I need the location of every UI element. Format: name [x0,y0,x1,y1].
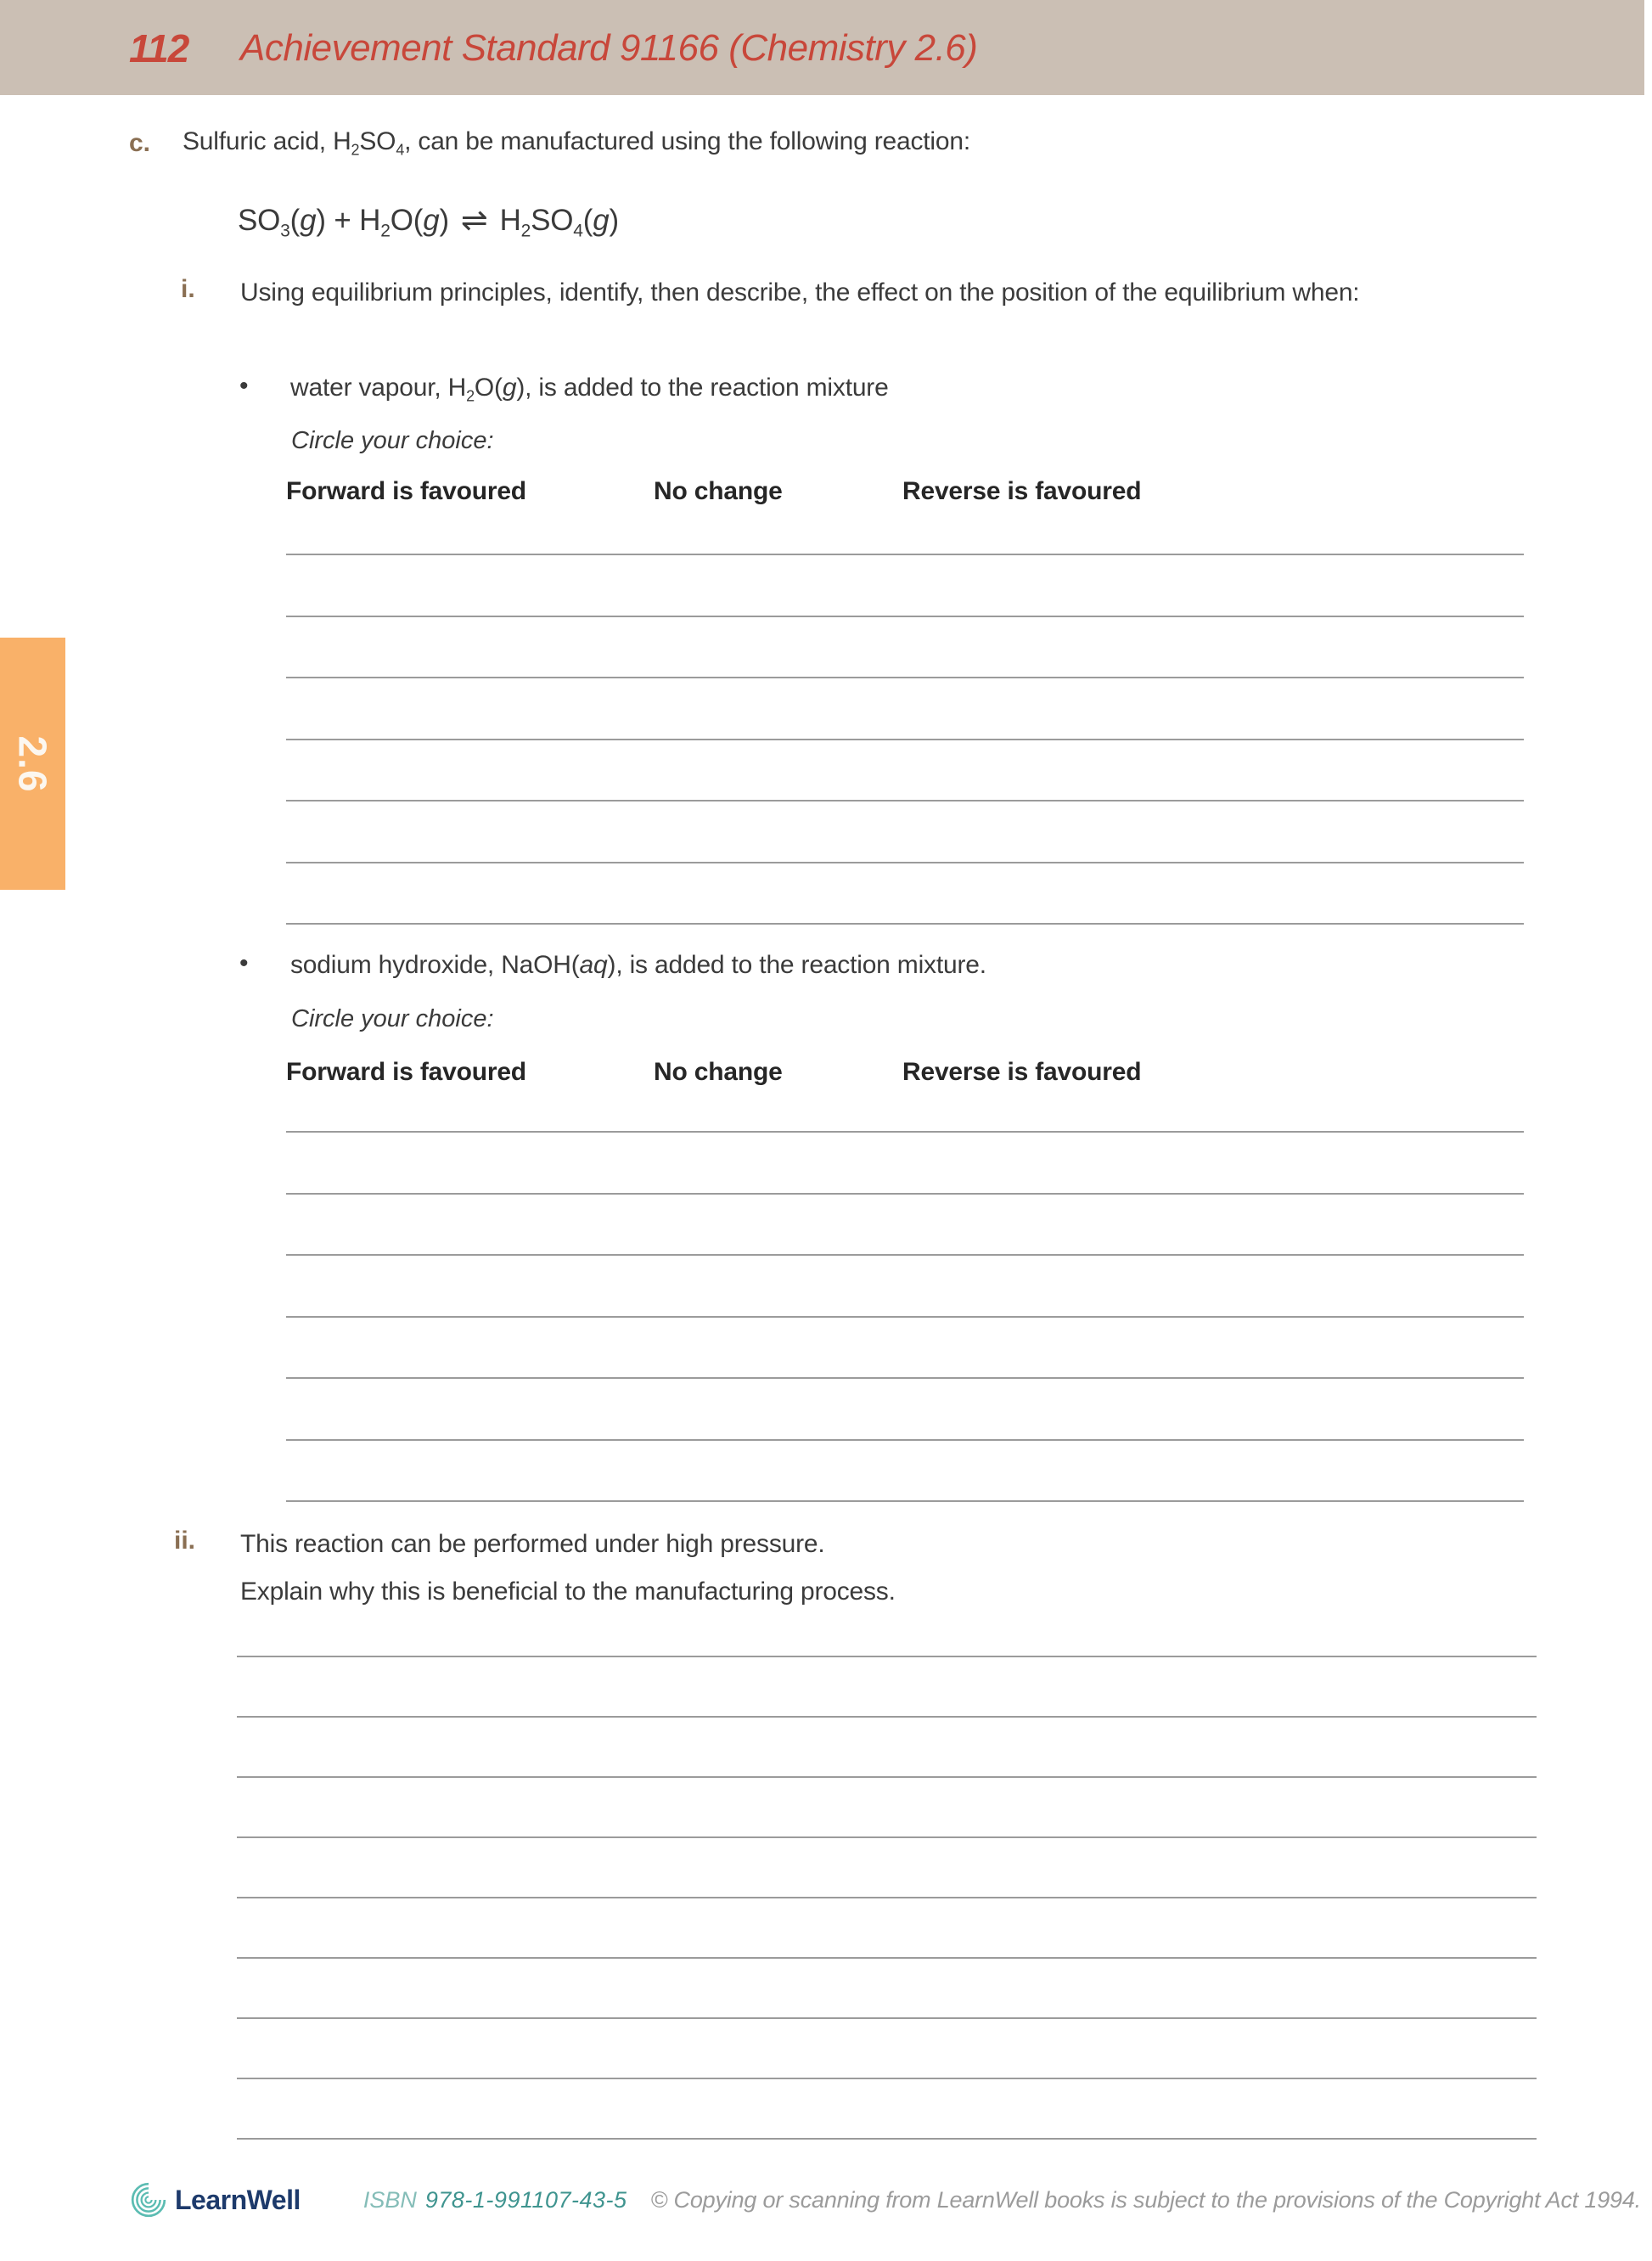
eq-sub: 4 [573,221,583,241]
choice-forward-favoured: Forward is favoured [286,1058,526,1086]
eq-state-gas: g [300,204,317,237]
bullet-text: water vapour, H [290,374,467,402]
page-title: Achievement Standard 91166 (Chemistry 2.6) [240,27,978,69]
eq-text: ) [439,204,449,237]
eq-text: ( [289,204,301,237]
circle-your-choice-label-2: Circle your choice: [291,1005,494,1032]
eq-sub: 2 [520,221,531,241]
question-c-marker: c. [129,129,151,157]
page-header [0,0,1644,95]
bullet-sodium-hydroxide [290,948,986,984]
answer-line [237,1656,1537,1716]
bullet-icon: • [239,949,249,977]
eq-sub: 3 [280,221,290,241]
intro-sub-4: 4 [396,141,405,159]
state-aqueous: aq [579,951,608,979]
answer-lines-water [286,554,1524,985]
eq-text: O( [390,204,424,237]
bullet-text: ), is added to the reaction mixture [516,374,889,402]
bullet-text: ), is added to the reaction mixture. [607,951,986,979]
choice-no-change: No change [654,477,783,505]
answer-line [286,554,1524,616]
bullet-icon: • [239,372,249,400]
eq-text: ( [582,204,593,237]
part-ii-statement: This reaction can be performed under high pressure. [240,1530,825,1558]
answer-lines-naoh [286,1131,1524,1562]
chapter-side-tab [0,638,65,890]
bullet-water-vapour [290,370,889,407]
answer-line [237,1776,1537,1836]
page-footer [129,2180,1641,2219]
answer-line [286,1316,1524,1378]
answer-line [237,1897,1537,1957]
intro-text: SO [359,127,396,155]
eq-text: H [499,204,521,237]
page-number: 112 [129,26,189,70]
part-ii-marker: ii. [174,1527,196,1555]
answer-line [237,1957,1537,2017]
answer-line [286,1131,1524,1193]
answer-line [286,1254,1524,1316]
answer-line [286,1377,1524,1439]
chapter-side-tab-label: 2.6 [10,735,55,792]
bullet-sub: 2 [466,387,475,405]
question-c-intro [183,124,970,160]
eq-text: ) [609,204,619,237]
eq-text: SO [531,204,574,237]
answer-line [237,2078,1537,2138]
choice-reverse-favoured: Reverse is favoured [902,1058,1142,1086]
answer-line [286,1193,1524,1255]
intro-text: , can be manufactured using the following reaction: [404,127,971,155]
answer-line [237,1716,1537,1776]
choice-reverse-favoured: Reverse is favoured [902,477,1142,505]
choice-no-change: No change [654,1058,783,1086]
copyright-notice: © Copying or scanning from LearnWell books is subject to the provisions of the Copyright Act 1994. [650,2186,1641,2213]
answer-lines-pressure [237,1656,1537,2198]
isbn-label: ISBN [362,2186,417,2213]
chemical-equation [238,200,619,239]
bullet-text: O( [474,374,503,402]
state-gas: g [502,374,517,402]
eq-text: ) + H [316,204,381,237]
part-i-prompt: Using equilibrium principles, identify, then describe, the effect on the position of the equilibrium when: [240,278,1360,307]
choice-row-naoh [0,1058,1652,1092]
answer-line [286,1439,1524,1501]
part-ii-instruction: Explain why this is beneficial to the manufacturing process. [240,1578,896,1606]
equilibrium-arrow: ⇌ [460,203,488,239]
intro-text: Sulfuric acid, H [183,127,351,155]
learnwell-spiral-icon [129,2180,168,2219]
answer-line [286,800,1524,862]
eq-sub: 2 [380,221,391,241]
answer-line [286,862,1524,924]
answer-line [286,616,1524,678]
choice-forward-favoured: Forward is favoured [286,477,526,505]
answer-line [237,2017,1537,2078]
choice-row-water [0,477,1652,511]
isbn-value: 978-1-991107-43-5 [424,2186,627,2213]
intro-sub-2: 2 [351,141,360,159]
answer-line [286,677,1524,739]
eq-state-gas: g [423,204,440,237]
bullet-text: sodium hydroxide, NaOH( [290,951,580,979]
part-i-marker: i. [181,275,195,303]
circle-your-choice-label-1: Circle your choice: [291,427,494,454]
eq-text: SO [238,204,281,237]
eq-state-gas: g [593,204,610,237]
answer-line [237,1836,1537,1897]
learnwell-brand-text: LearnWell [175,2184,301,2215]
answer-line [286,739,1524,801]
